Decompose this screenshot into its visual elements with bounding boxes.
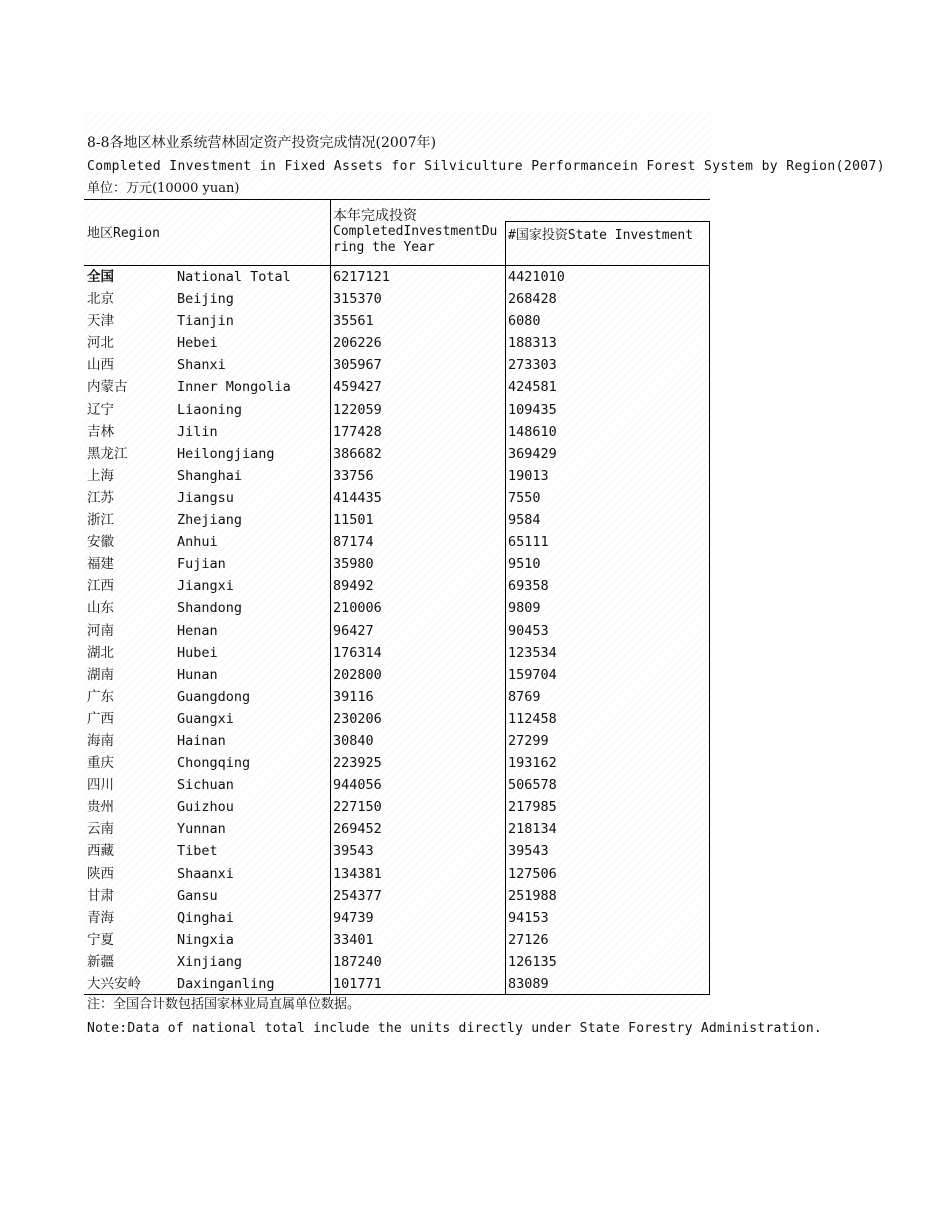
region-en-cell: Shanxi	[177, 357, 226, 374]
region-cn-cell: 贵州	[87, 799, 114, 816]
table-row	[84, 752, 710, 774]
completed-investment-cell: 386682	[333, 445, 382, 462]
table-row	[84, 840, 710, 862]
region-en-cell: National Total	[177, 269, 291, 285]
region-cn-cell: 吉林	[87, 423, 114, 440]
state-investment-cell: 273303	[508, 357, 557, 374]
state-investment-cell: 27126	[508, 931, 549, 948]
completed-investment-cell: 206226	[333, 335, 382, 352]
header-top-border	[84, 199, 710, 200]
table-body	[84, 266, 710, 995]
table-row	[84, 376, 710, 398]
state-investment-cell: 6080	[508, 313, 541, 330]
region-cn-cell: 大兴安岭	[87, 976, 141, 992]
state-investment-cell: 4421010	[508, 269, 565, 285]
region-en-cell: Chongqing	[177, 755, 251, 772]
region-en-cell: Tianjin	[177, 313, 234, 330]
state-investment-cell: 8769	[508, 688, 541, 705]
completed-investment-cell: 122059	[333, 401, 382, 418]
header-completed-cn: 本年完成投资	[333, 208, 417, 224]
completed-investment-cell: 33756	[333, 467, 374, 484]
region-en-cell: Daxinganling	[177, 976, 275, 992]
table-row	[84, 421, 710, 443]
table-row	[84, 553, 710, 575]
completed-investment-cell: 39543	[333, 843, 374, 860]
table-row	[84, 818, 710, 840]
region-en-cell: Jiangxi	[177, 578, 234, 595]
completed-investment-cell: 96427	[333, 622, 374, 639]
region-cn-cell: 福建	[87, 556, 114, 573]
region-en-cell: Jilin	[177, 423, 218, 440]
region-en-cell: Xinjiang	[177, 953, 243, 970]
table-row	[84, 973, 710, 995]
region-cn-cell: 内蒙古	[87, 379, 128, 396]
header-region: 地区Region	[87, 226, 160, 241]
region-cn-cell: 重庆	[87, 755, 114, 772]
region-cn-cell: 辽宁	[87, 401, 114, 418]
table-row	[84, 708, 710, 730]
completed-investment-cell: 187240	[333, 953, 382, 970]
region-cn-cell: 江苏	[87, 489, 114, 506]
completed-investment-cell: 30840	[333, 732, 374, 749]
state-investment-cell: 27299	[508, 732, 549, 749]
state-investment-cell: 369429	[508, 445, 557, 462]
table-row	[84, 686, 710, 708]
state-investment-cell: 109435	[508, 401, 557, 418]
region-cn-cell: 北京	[87, 291, 114, 308]
completed-investment-cell: 202800	[333, 666, 382, 683]
completed-investment-cell: 33401	[333, 931, 374, 948]
state-investment-cell: 9584	[508, 512, 541, 529]
region-cn-cell: 西藏	[87, 843, 114, 860]
state-investment-cell: 83089	[508, 976, 549, 992]
region-cn-cell: 海南	[87, 732, 114, 749]
region-cn-cell: 天津	[87, 313, 114, 330]
table-row	[84, 487, 710, 509]
region-cn-cell: 河南	[87, 622, 114, 639]
region-en-cell: Shaanxi	[177, 865, 234, 882]
table-row	[84, 951, 710, 973]
unit-label: 单位：万元(10000 yuan)	[87, 181, 240, 196]
state-investment-cell: 65111	[508, 534, 549, 551]
region-cn-cell: 广东	[87, 688, 114, 705]
region-cn-cell: 上海	[87, 467, 114, 484]
state-investment-cell: 90453	[508, 622, 549, 639]
table-row	[84, 885, 710, 907]
region-cn-cell: 黑龙江	[87, 445, 128, 462]
completed-investment-cell: 177428	[333, 423, 382, 440]
state-investment-cell: 112458	[508, 710, 557, 727]
table-row	[84, 443, 710, 465]
region-cn-cell: 宁夏	[87, 931, 114, 948]
region-cn-cell: 新疆	[87, 953, 114, 970]
state-investment-cell: 268428	[508, 291, 557, 308]
table-row	[84, 642, 710, 664]
table-row	[84, 399, 710, 421]
region-en-cell: Fujian	[177, 556, 226, 573]
state-investment-cell: 506578	[508, 777, 557, 794]
header-completed-investment	[333, 208, 503, 256]
state-investment-cell: 193162	[508, 755, 557, 772]
completed-investment-cell: 6217121	[333, 269, 390, 285]
state-investment-cell: 19013	[508, 467, 549, 484]
completed-investment-cell: 315370	[333, 291, 382, 308]
state-investment-cell: 217985	[508, 799, 557, 816]
region-cn-cell: 全国	[87, 269, 114, 285]
region-en-cell: Hebei	[177, 335, 218, 352]
completed-investment-cell: 227150	[333, 799, 382, 816]
table-row	[84, 597, 710, 619]
state-investment-cell: 9510	[508, 556, 541, 573]
state-investment-cell: 126135	[508, 953, 557, 970]
region-cn-cell: 云南	[87, 821, 114, 838]
region-cn-cell: 河北	[87, 335, 114, 352]
table-row	[84, 907, 710, 929]
region-en-cell: Qinghai	[177, 909, 234, 926]
table-row	[84, 575, 710, 597]
state-header-top-border	[505, 221, 710, 222]
region-en-cell: Henan	[177, 622, 218, 639]
table-row	[84, 266, 710, 288]
completed-investment-cell: 269452	[333, 821, 382, 838]
table-row	[84, 310, 710, 332]
region-cn-cell: 甘肃	[87, 887, 114, 904]
completed-investment-cell: 459427	[333, 379, 382, 396]
completed-investment-cell: 223925	[333, 755, 382, 772]
completed-investment-cell: 11501	[333, 512, 374, 529]
state-investment-cell: 218134	[508, 821, 557, 838]
region-en-cell: Shandong	[177, 600, 243, 617]
table-row	[84, 332, 710, 354]
region-en-cell: Sichuan	[177, 777, 234, 794]
region-en-cell: Hainan	[177, 732, 226, 749]
completed-investment-cell: 89492	[333, 578, 374, 595]
region-cn-cell: 湖南	[87, 666, 114, 683]
table-row	[84, 730, 710, 752]
table-row	[84, 796, 710, 818]
region-en-cell: Shanghai	[177, 467, 243, 484]
region-en-cell: Inner Mongolia	[177, 379, 291, 396]
completed-investment-cell: 230206	[333, 710, 382, 727]
state-investment-cell: 39543	[508, 843, 549, 860]
region-en-cell: Yunnan	[177, 821, 226, 838]
region-en-cell: Jiangsu	[177, 489, 234, 506]
table-row	[84, 465, 710, 487]
header-state-investment: #国家投资State Investment	[508, 228, 694, 243]
region-en-cell: Guangdong	[177, 688, 251, 705]
completed-investment-cell: 39116	[333, 688, 374, 705]
state-investment-cell: 94153	[508, 909, 549, 926]
region-en-cell: Anhui	[177, 534, 218, 551]
completed-investment-cell: 101771	[333, 976, 382, 992]
region-en-cell: Guizhou	[177, 799, 234, 816]
completed-investment-cell: 210006	[333, 600, 382, 617]
table-row	[84, 531, 710, 553]
region-en-cell: Tibet	[177, 843, 218, 860]
state-investment-cell: 9809	[508, 600, 541, 617]
table-row	[84, 509, 710, 531]
spreadsheet-sheet	[84, 110, 885, 1040]
region-cn-cell: 安徽	[87, 534, 114, 551]
region-en-cell: Liaoning	[177, 401, 243, 418]
completed-investment-cell: 944056	[333, 777, 382, 794]
region-en-cell: Gansu	[177, 887, 218, 904]
completed-investment-cell: 35980	[333, 556, 374, 573]
completed-investment-cell: 176314	[333, 644, 382, 661]
region-cn-cell: 湖北	[87, 644, 114, 661]
note-english: Note:Data of national total include the units directly under State Forestry Administration.	[87, 1021, 822, 1036]
state-investment-cell: 69358	[508, 578, 549, 595]
state-investment-cell: 123534	[508, 644, 557, 661]
state-investment-cell: 7550	[508, 489, 541, 506]
table-row	[84, 354, 710, 376]
state-investment-cell: 188313	[508, 335, 557, 352]
header-completed-en: CompletedInvestmentDuring the Year	[333, 224, 498, 255]
completed-investment-cell: 87174	[333, 534, 374, 551]
completed-investment-cell: 35561	[333, 313, 374, 330]
region-en-cell: Hunan	[177, 666, 218, 683]
region-cn-cell: 江西	[87, 578, 114, 595]
region-en-cell: Guangxi	[177, 710, 234, 727]
region-cn-cell: 四川	[87, 777, 114, 794]
region-en-cell: Zhejiang	[177, 512, 243, 529]
completed-investment-cell: 94739	[333, 909, 374, 926]
region-en-cell: Hubei	[177, 644, 218, 661]
table-title: 8-8各地区林业系统营林固定资产投资完成情况(2007年)	[87, 135, 437, 151]
table-row	[84, 664, 710, 686]
state-investment-cell: 148610	[508, 423, 557, 440]
region-cn-cell: 浙江	[87, 512, 114, 529]
table-row	[84, 863, 710, 885]
table-subtitle: Completed Investment in Fixed Assets for Silviculture Performancein Forest System by Region(2007)	[87, 159, 885, 174]
region-cn-cell: 山西	[87, 357, 114, 374]
completed-investment-cell: 134381	[333, 865, 382, 882]
completed-investment-cell: 305967	[333, 357, 382, 374]
state-investment-cell: 424581	[508, 379, 557, 396]
note-chinese: 注：全国合计数包括国家林业局直属单位数据。	[87, 997, 361, 1012]
region-en-cell: Beijing	[177, 291, 234, 308]
region-cn-cell: 陕西	[87, 865, 114, 882]
region-cn-cell: 广西	[87, 710, 114, 727]
region-en-cell: Ningxia	[177, 931, 234, 948]
completed-investment-cell: 254377	[333, 887, 382, 904]
table-row	[84, 288, 710, 310]
state-investment-cell: 159704	[508, 666, 557, 683]
table-row	[84, 620, 710, 642]
completed-investment-cell: 414435	[333, 489, 382, 506]
region-en-cell: Heilongjiang	[177, 445, 275, 462]
table-row	[84, 774, 710, 796]
table-row	[84, 929, 710, 951]
region-cn-cell: 山东	[87, 600, 114, 617]
state-investment-cell: 127506	[508, 865, 557, 882]
state-investment-cell: 251988	[508, 887, 557, 904]
region-cn-cell: 青海	[87, 909, 114, 926]
